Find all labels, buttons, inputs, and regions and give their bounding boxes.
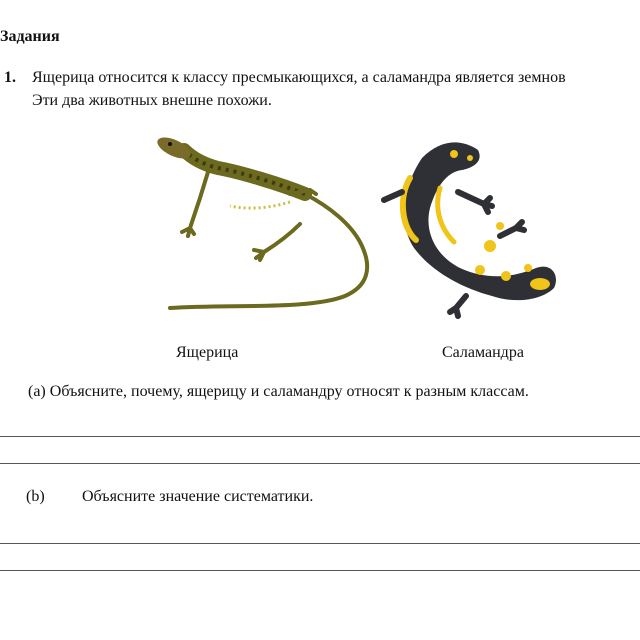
subquestion-b-text: Объясните значение систематики. — [82, 488, 314, 505]
subquestion-a-text: Объясните, почему, ящерицу и саламандру относят к разным классам. — [49, 383, 529, 400]
answer-line[interactable] — [0, 436, 640, 437]
lizard-caption: Ящерица — [176, 344, 239, 361]
salamander-caption: Саламандра — [442, 344, 524, 361]
animals-illustration — [140, 128, 580, 328]
subquestion-b-label: (b) — [26, 488, 45, 505]
subquestion-a — [28, 383, 529, 401]
answer-line[interactable] — [0, 570, 640, 571]
question-text-line-1: Ящерица относится к классу пресмыкающихся, а саламандра является земнов — [32, 69, 566, 86]
answer-line[interactable] — [0, 463, 640, 464]
subquestion-a-label: (a) — [28, 383, 46, 400]
question-number: 1. — [4, 69, 16, 86]
answer-line[interactable] — [0, 543, 640, 544]
question-text-line-2: Эти два животных внешне похожи. — [32, 92, 272, 109]
salamander-image — [384, 142, 556, 316]
section-title: Задания — [0, 28, 60, 45]
lizard-image — [154, 133, 367, 308]
